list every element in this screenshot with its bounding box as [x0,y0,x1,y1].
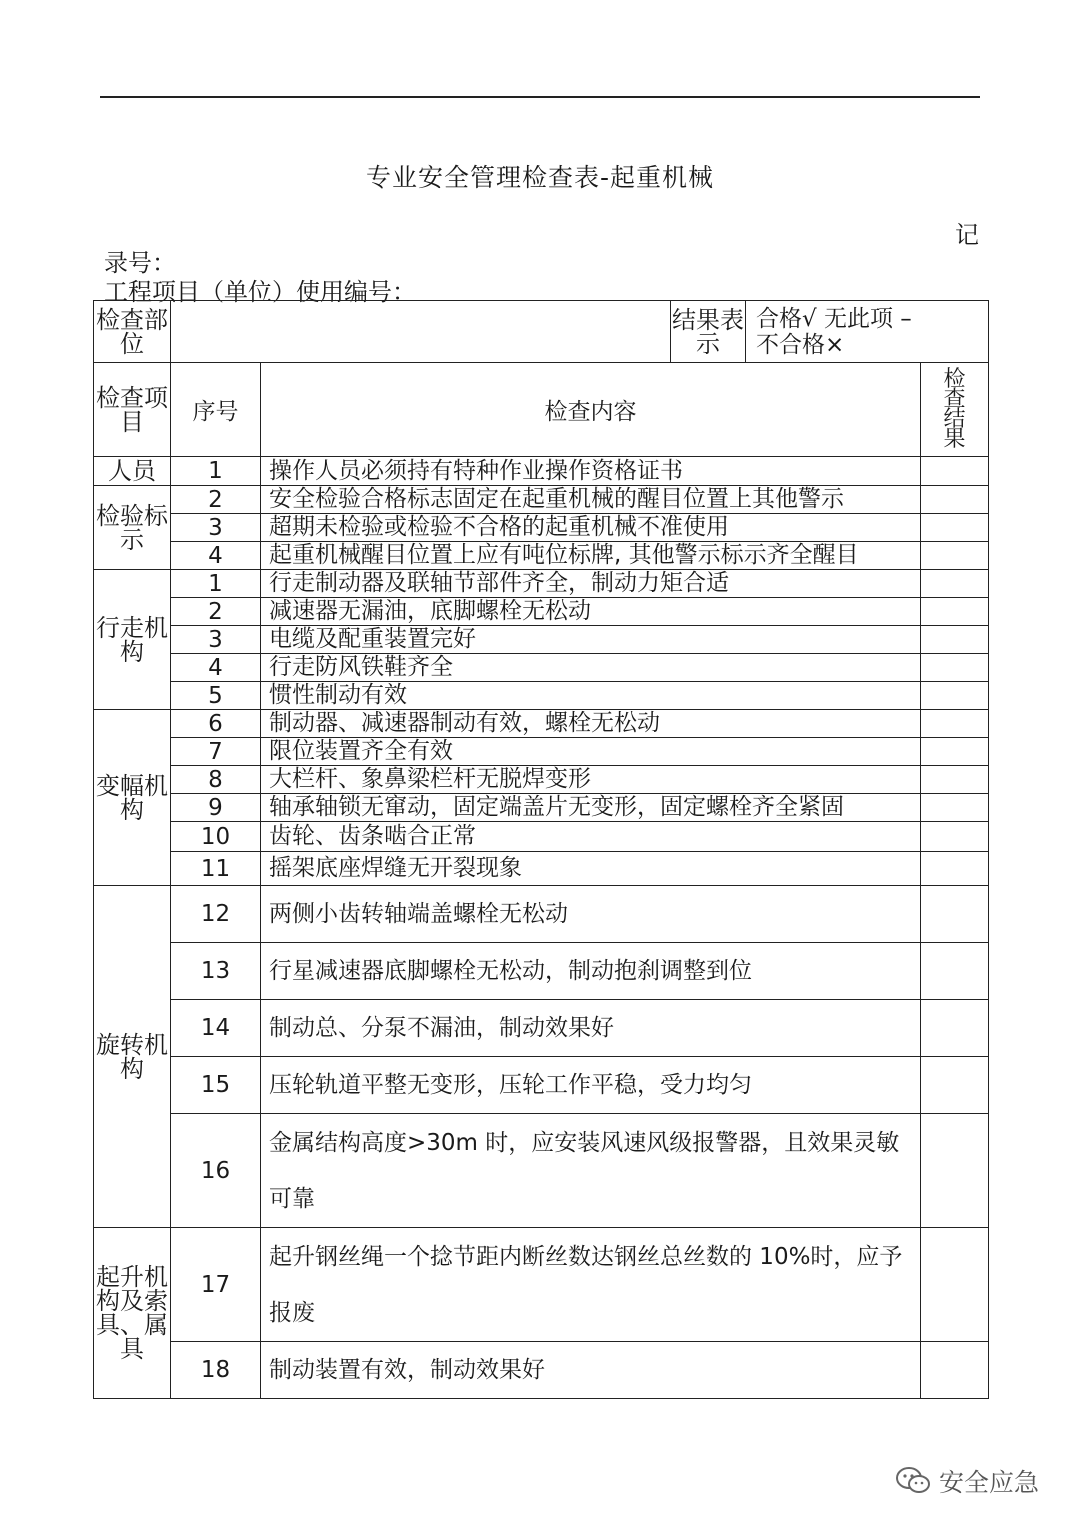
table-row [94,710,989,738]
row-seq: 8 [171,766,261,794]
result-legend-label: 结果表示 [671,301,746,363]
result-cell[interactable] [921,738,989,766]
table-row [94,1342,989,1399]
row-content: 安全检验合格标志固定在起重机械的醒目位置上其他警示 [261,486,921,514]
category-travel: 行走机构 [94,570,171,710]
result-cell[interactable] [921,886,989,943]
table-row [94,852,989,886]
row-seq: 18 [171,1342,261,1399]
table-row [94,822,989,852]
category-personnel: 人员 [94,457,171,486]
project-number-label: 工程项目（单位）使用编号： [104,278,416,306]
table-row [94,738,989,766]
table-row [94,943,989,1000]
row-content: 行走制动器及联轴节部件齐全，制动力矩合适 [261,570,921,598]
table-row [94,598,989,626]
table-row [94,1114,989,1228]
row-content: 金属结构高度>30m 时，应安装风速风级报警器，且效果灵敏可靠 [261,1114,921,1228]
top-row [94,301,989,363]
row-seq: 10 [171,822,261,852]
row-content: 电缆及配重装置完好 [261,626,921,654]
row-content: 行走防风铁鞋齐全 [261,654,921,682]
row-content: 大栏杆、象鼻梁栏杆无脱焊变形 [261,766,921,794]
row-seq: 4 [171,654,261,682]
row-seq: 13 [171,943,261,1000]
row-seq: 12 [171,886,261,943]
table-row [94,886,989,943]
row-content: 起升钢丝绳一个捻节距内断丝数达钢丝总丝数的 10%时，应予报废 [261,1228,921,1342]
watermark-text: 安全应急 [939,1468,1040,1497]
row-seq: 11 [171,852,261,886]
header-row [94,363,989,457]
row-content: 制动装置有效，制动效果好 [261,1342,921,1399]
result-cell[interactable] [921,1114,989,1228]
row-content: 限位装置齐全有效 [261,738,921,766]
table-row [94,570,989,598]
result-cell[interactable] [921,598,989,626]
row-seq: 2 [171,598,261,626]
table-row [94,1057,989,1114]
table-row [94,1228,989,1342]
row-seq: 16 [171,1114,261,1228]
row-content: 制动总、分泵不漏油，制动效果好 [261,1000,921,1057]
wechat-icon [895,1466,931,1496]
result-cell[interactable] [921,943,989,1000]
location-label: 检查部位 [94,301,171,363]
table-row [94,766,989,794]
row-content: 行星减速器底脚螺栓无松动，制动抱刹调整到位 [261,943,921,1000]
row-content: 齿轮、齿条啮合正常 [261,822,921,852]
row-seq: 2 [171,486,261,514]
row-seq: 3 [171,514,261,542]
result-cell[interactable] [921,1000,989,1057]
row-content: 超期未检验或检验不合格的起重机械不准使用 [261,514,921,542]
result-cell[interactable] [921,1228,989,1342]
table-row [94,626,989,654]
document-title: 专业安全管理检查表-起重机械 [365,163,715,192]
row-content: 摇架底座焊缝无开裂现象 [261,852,921,886]
table-row [94,1000,989,1057]
result-cell[interactable] [921,654,989,682]
row-content: 减速器无漏油，底脚螺栓无松动 [261,598,921,626]
result-cell[interactable] [921,486,989,514]
row-seq: 3 [171,626,261,654]
row-seq: 15 [171,1057,261,1114]
result-cell[interactable] [921,710,989,738]
category-inspection: 检验标示 [94,486,171,570]
table-row [94,682,989,710]
header-item: 检查项目 [94,363,171,457]
category-slewing: 旋转机构 [94,886,171,1228]
result-cell[interactable] [921,570,989,598]
row-seq: 17 [171,1228,261,1342]
record-number-label: 录号： [104,249,176,277]
row-seq: 1 [171,457,261,486]
category-hoisting: 起升机构及索具、属具 [94,1228,171,1399]
result-cell[interactable] [921,542,989,570]
table-row [94,486,989,514]
result-cell[interactable] [921,1057,989,1114]
result-cell[interactable] [921,626,989,654]
row-seq: 9 [171,794,261,822]
row-content: 操作人员必须持有特种作业操作资格证书 [261,457,921,486]
table-row [94,794,989,822]
result-cell[interactable] [921,682,989,710]
row-seq: 5 [171,682,261,710]
watermark [895,1463,1039,1499]
table-row [94,542,989,570]
row-seq: 1 [171,570,261,598]
row-content: 起重机械醒目位置上应有吨位标牌, 其他警示标示齐全醒目 [261,542,921,570]
legend-line-1: 合格√ 无此项 – [756,305,912,332]
row-seq: 7 [171,738,261,766]
result-cell[interactable] [921,766,989,794]
inspection-table [93,300,989,1399]
result-cell[interactable] [921,794,989,822]
result-cell[interactable] [921,1342,989,1399]
table-row [94,457,989,486]
table-row [94,514,989,542]
row-content: 制动器、减速器制动有效，螺栓无松动 [261,710,921,738]
legend-line-2: 不合格× [756,331,845,358]
header-rule [100,96,980,98]
row-content: 压轮轨道平整无变形，压轮工作平稳，受力均匀 [261,1057,921,1114]
result-cell[interactable] [921,514,989,542]
row-seq: 6 [171,710,261,738]
row-seq: 14 [171,1000,261,1057]
row-content: 两侧小齿转轴端盖螺栓无松动 [261,886,921,943]
record-number-label-tail: 记 [955,221,979,249]
header-content: 检查内容 [261,363,921,457]
result-cell[interactable] [921,457,989,486]
row-content: 轴承轴锁无窜动，固定端盖片无变形，固定螺栓齐全紧固 [261,794,921,822]
row-content: 惯性制动有效 [261,682,921,710]
result-cell[interactable] [921,852,989,886]
table-row [94,654,989,682]
row-seq: 4 [171,542,261,570]
result-cell[interactable] [921,822,989,852]
location-value[interactable] [171,301,671,363]
header-result: 检 查 结 果 [921,363,989,457]
category-luffing: 变幅机构 [94,710,171,886]
result-legend [746,301,989,363]
header-seq: 序号 [171,363,261,457]
